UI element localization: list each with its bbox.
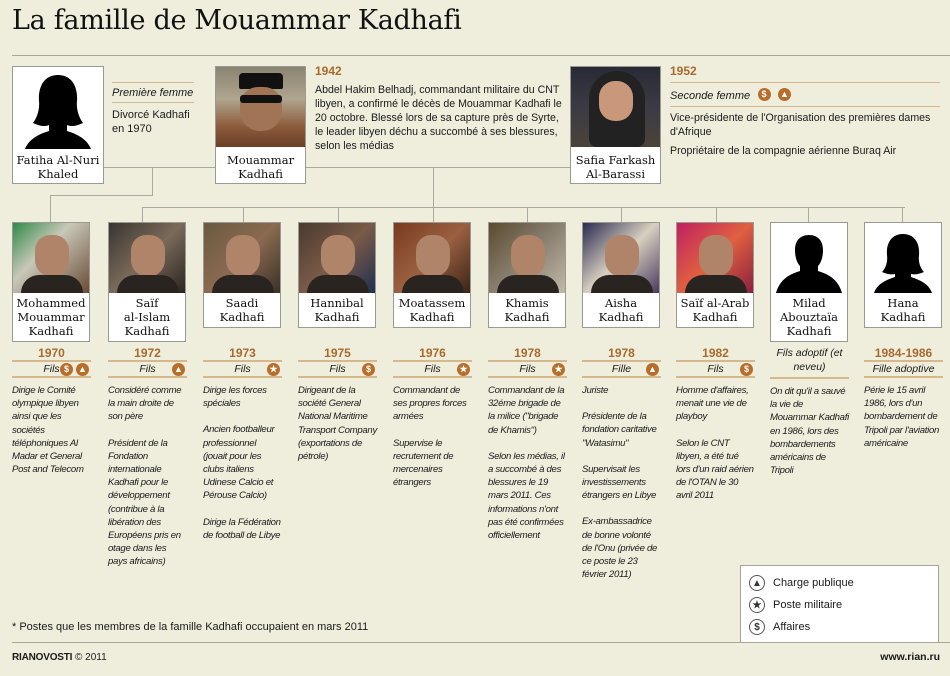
title-divider	[12, 55, 950, 56]
child-info	[108, 346, 187, 582]
child-info	[864, 346, 943, 463]
second-wife-card	[570, 66, 661, 184]
name-line: Kadhafi	[880, 310, 926, 324]
connector	[716, 207, 717, 222]
name-line: Al-Barassi	[585, 167, 645, 181]
dollar-icon: $	[362, 363, 375, 376]
father-info	[315, 64, 565, 153]
military-star-icon: ★	[552, 363, 565, 376]
child-card	[770, 222, 848, 342]
name-line: al-Islam	[123, 310, 171, 324]
legend-label: Affaires	[773, 621, 811, 633]
military-star-icon: ★	[457, 363, 470, 376]
name-line: Safia Farkash	[575, 153, 656, 167]
military-star-icon: ★	[749, 597, 765, 613]
child-info	[298, 346, 377, 476]
person-name	[677, 296, 753, 324]
connector	[103, 167, 215, 168]
dollar-icon: $	[740, 363, 753, 376]
footer-divider	[12, 642, 950, 643]
connector	[305, 167, 570, 168]
connector	[142, 207, 905, 208]
role-bar	[676, 360, 755, 378]
child-card	[298, 222, 376, 328]
description	[203, 384, 282, 542]
person-name	[865, 296, 941, 324]
portrait-photo	[583, 223, 659, 293]
birth-year: 1984-1986	[874, 346, 933, 360]
name-line: Khaled	[37, 167, 79, 181]
role-bar	[12, 360, 91, 378]
female-silhouette-icon	[865, 223, 941, 293]
dollar-icon: $	[60, 363, 73, 376]
name-line: Saadi	[225, 296, 259, 310]
legend-label: Poste militaire	[773, 599, 843, 611]
page-title: La famille de Mouammar Kadhafi	[12, 5, 462, 36]
role-icons	[549, 363, 565, 376]
second-wife-info	[670, 64, 940, 158]
description-paragraph: Homme d'affaires, menait une vie de playboy	[676, 385, 749, 423]
dollar-icon: $	[749, 619, 765, 635]
portrait-photo	[13, 223, 89, 293]
child-info	[488, 346, 567, 555]
name-line: Kadhafi	[786, 324, 832, 338]
role-icons	[737, 363, 753, 376]
description-paragraph: Supervise le recrutement de mercenaires étrangers	[393, 437, 454, 489]
name-line: Kadhafi	[219, 310, 265, 324]
description-paragraph: Dirigeant de la société General National Maritime Transport Company (exportations de pétrole)	[298, 385, 377, 463]
person-name	[771, 296, 847, 338]
portrait-photo	[571, 67, 660, 147]
dollar-icon: $	[758, 88, 771, 101]
description-paragraph: Périe le 15 avril 1986, lors d'un bombardement de Tripoli par l'aviation américaine	[864, 385, 940, 449]
child-info	[203, 346, 282, 555]
person-name	[13, 296, 89, 338]
role-bar	[203, 360, 282, 378]
description	[676, 384, 755, 503]
role-label: Fils	[424, 363, 441, 375]
public-office-icon: ▲	[76, 363, 89, 376]
description-paragraph: Commandant de ses propres forces armées	[393, 385, 467, 423]
role-bar	[393, 360, 472, 378]
child-card	[676, 222, 754, 328]
description: Vice-présidente de l'Organisation des premières dames d'Afrique	[670, 112, 931, 138]
name-line: Kadhafi	[409, 310, 455, 324]
child-info	[12, 346, 91, 489]
description-paragraph: Selon les médias, il a succombé à des blessures le 19 mars 2011. Ces informations n'ont pas été confirmées officiellement	[488, 450, 565, 542]
child-info	[393, 346, 472, 502]
connector	[338, 207, 339, 222]
person-name	[583, 296, 659, 324]
role-label: Seconde femme	[670, 90, 751, 102]
description-paragraph: Selon le CNT libyen, a été tué lors d'un raid aérien de l'OTAN le 30 avril 2011	[676, 437, 754, 502]
description	[108, 384, 187, 569]
person-name	[216, 153, 305, 181]
description-paragraph: On dit qu'il a sauvé la vie de Mouammar Kadhafi en 1986, lors des bombardements américains de Tripoli	[770, 386, 849, 477]
description-paragraph: Supervisait les investissements étrangers en Libye	[582, 463, 657, 502]
military-star-icon: ★	[267, 363, 280, 376]
child-card	[488, 222, 566, 328]
portrait-photo	[394, 223, 470, 293]
description	[770, 385, 849, 477]
person-name	[299, 296, 375, 324]
name-line: Kadhafi	[692, 310, 738, 324]
connector	[527, 207, 528, 222]
name-line: Khamis	[505, 296, 549, 310]
connector	[902, 207, 903, 222]
name-line: Kadhafi	[314, 310, 360, 324]
name-line: Kadhafi	[598, 310, 644, 324]
female-silhouette-icon	[13, 67, 103, 149]
portrait-photo	[489, 223, 565, 293]
birth-year: 1942	[315, 64, 342, 78]
person-name	[489, 296, 565, 324]
portrait-photo	[299, 223, 375, 293]
male-silhouette-icon	[771, 223, 847, 293]
website-link[interactable]: www.rian.ru	[880, 651, 940, 663]
legend	[740, 565, 939, 643]
public-office-icon: ▲	[172, 363, 185, 376]
public-office-icon: ▲	[749, 575, 765, 591]
name-line: Kadhafi	[238, 167, 283, 181]
connector	[243, 207, 244, 222]
name-line: Fatiha Al-Nuri	[16, 153, 100, 167]
child-card	[12, 222, 90, 342]
description	[298, 384, 377, 463]
divider	[670, 106, 940, 107]
first-wife-card	[12, 66, 104, 184]
description	[393, 384, 472, 489]
divider	[112, 102, 194, 103]
birth-year: 1970	[38, 346, 65, 360]
child-card	[582, 222, 660, 328]
role-icons	[454, 363, 470, 376]
name-line: Mouammar	[226, 153, 295, 167]
description-paragraph: Président de la Fondation internationale Kadhafi pour le développement (contribue à la libération des Européens pris en otage dans les pays africains)	[108, 437, 181, 568]
role-label: Fille	[611, 363, 632, 375]
description-paragraph: Ex-ambassadrice de bonne volonté de l'Onu (privée de ce poste le 23 février 2011)	[582, 516, 658, 581]
name-line: Hannibal	[310, 296, 364, 310]
name-line: Moatassem	[398, 296, 466, 310]
role-bar	[582, 360, 661, 378]
father-card	[215, 66, 306, 184]
role-label: Fils	[329, 363, 346, 375]
child-info	[770, 346, 849, 490]
role-label: Fils	[139, 363, 156, 375]
role-bar	[864, 360, 943, 378]
name-line: Kadhafi	[124, 324, 170, 338]
public-office-icon: ▲	[646, 363, 659, 376]
birth-year: 1952	[670, 64, 697, 78]
description-paragraph: Dirige le Comité olympique libyen ainsi que les sociétés téléphoniques Al Madar et General Post and Telecom	[12, 385, 84, 476]
name-line: Saïf al-Arab	[680, 296, 750, 310]
role-label: Fils	[707, 363, 724, 375]
name-line: Kadhafi	[28, 324, 74, 338]
role-bar	[488, 360, 567, 378]
copyright: © 2011	[75, 652, 107, 663]
description-paragraph: Dirige les forces spéciales	[203, 385, 267, 410]
birth-year: 1982	[702, 346, 729, 360]
role-icons	[264, 363, 280, 376]
description-paragraph: Présidente de la fondation caritative "Watasimu"	[582, 411, 657, 449]
description	[488, 384, 567, 542]
description: Divorcé Kadhafi en 1970	[112, 109, 190, 135]
birth-year: 1973	[229, 346, 256, 360]
description: Abdel Hakim Belhadj, commandant militaire du CNT libyen, a confirmé le décès de Mouammar Kadhafi le 20 octobre. Blessé lors de sa capture près de Syrte, le leader libyen déchu a succombé à ses blessures, selon les médias	[315, 84, 562, 152]
birth-year: 1978	[608, 346, 635, 360]
name-line: Aisha	[604, 296, 638, 310]
description	[12, 384, 91, 476]
description: Propriétaire de la compagnie aérienne Buraq Air	[670, 145, 897, 157]
connector	[433, 167, 434, 207]
portrait-photo	[677, 223, 753, 293]
connector	[152, 167, 153, 195]
portrait-photo	[216, 67, 305, 147]
person-name	[571, 153, 660, 181]
description-paragraph: Considéré comme la main droite de son père	[108, 385, 182, 423]
role-row	[670, 83, 940, 106]
birth-year: 1972	[134, 346, 161, 360]
birth-year: 1978	[514, 346, 541, 360]
name-line: Mouammar	[17, 310, 85, 324]
name-line: Milad	[792, 296, 826, 310]
legend-item	[749, 616, 930, 638]
child-info	[582, 346, 661, 594]
role-label: Fille adoptive	[872, 363, 935, 375]
name-line: Saïf	[135, 296, 159, 310]
birth-year: 1975	[324, 346, 351, 360]
role-icons	[359, 363, 375, 376]
role-icons	[57, 363, 89, 376]
brand	[12, 652, 107, 663]
connector	[808, 207, 809, 222]
public-office-icon: ▲	[778, 88, 791, 101]
legend-item	[749, 594, 930, 616]
birth-year: 1976	[419, 346, 446, 360]
connector	[433, 207, 434, 222]
person-name	[204, 296, 280, 324]
role-label: Fils	[43, 363, 60, 375]
description-paragraph: Commandant de la 32éme brigade de la milice ("brigade de Khamis")	[488, 385, 565, 436]
portrait-photo	[109, 223, 185, 293]
brand-logo: RIANOVOSTI	[12, 652, 73, 663]
role-label: Fils adoptif (et neveu)	[770, 346, 849, 379]
connector	[50, 195, 153, 196]
description-paragraph: Ancien footballeur professionnel (jouait pour les clubs italiens Udinese Calcio et Pérouse Calcio)	[203, 424, 275, 502]
person-name	[13, 153, 103, 181]
name-line: Hana	[887, 296, 919, 310]
role-bar	[298, 360, 377, 378]
description-paragraph: Dirige la Fédération de football de Libye	[203, 516, 281, 541]
role-bar	[108, 360, 187, 378]
legend-item	[749, 572, 930, 594]
name-line: Kadhafi	[504, 310, 550, 324]
child-card	[864, 222, 942, 328]
description-paragraph: Juriste	[582, 385, 609, 396]
connector	[50, 195, 51, 222]
person-name	[109, 296, 185, 338]
person-name	[394, 296, 470, 324]
description	[864, 384, 943, 450]
child-card	[393, 222, 471, 328]
child-card	[108, 222, 186, 342]
child-info	[676, 346, 755, 516]
footnote: * Postes que les membres de la famille Kadhafi occupaient en mars 2011	[12, 621, 369, 633]
role-label: Fils	[234, 363, 251, 375]
description	[582, 384, 661, 581]
legend-label: Charge publique	[773, 577, 854, 589]
name-line: Mohammed	[16, 296, 86, 310]
role-label: Fils	[519, 363, 536, 375]
name-line: Abouztaïa	[779, 310, 839, 324]
role-icons	[169, 363, 185, 376]
child-card	[203, 222, 281, 328]
portrait-photo	[204, 223, 280, 293]
first-wife-info	[112, 82, 194, 136]
role-label: Première femme	[112, 87, 194, 99]
role-icons	[643, 363, 659, 376]
connector	[621, 207, 622, 222]
connector	[142, 207, 143, 222]
